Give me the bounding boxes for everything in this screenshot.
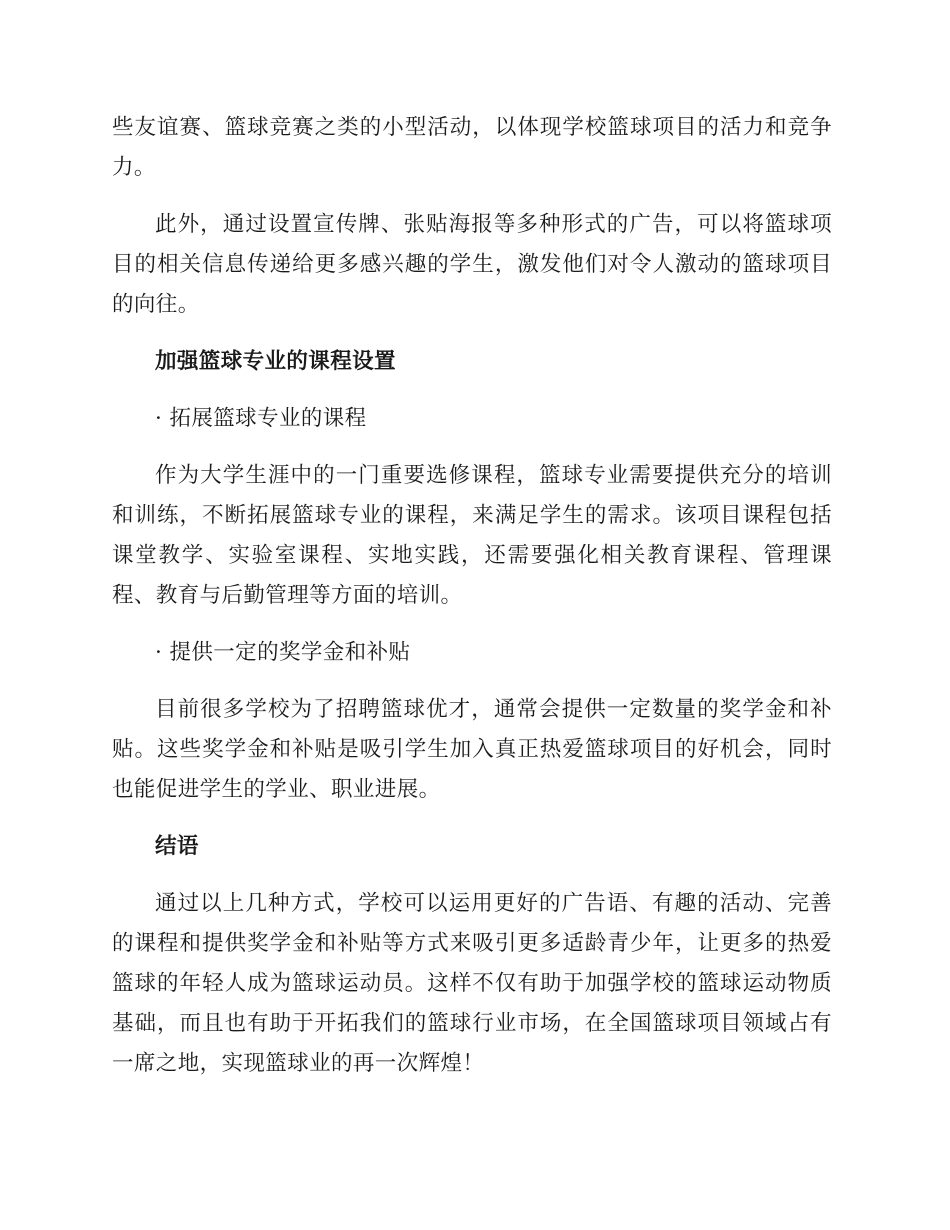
paragraph-continued: 些友谊赛、篮球竞赛之类的小型活动，以体现学校篮球项目的活力和竞争力。 bbox=[112, 115, 832, 180]
paragraph-scholarships: 目前很多学校为了招聘篮球优才，通常会提供一定数量的奖学金和补贴。这些奖学金和补贴是吸引学生加入真正热爱篮球项目的好机会，同时也能促进学生的学业、职业进展。 bbox=[112, 697, 832, 802]
paragraph-conclusion: 通过以上几种方式，学校可以运用更好的广告语、有趣的活动、完善的课程和提供奖学金和补贴等方式来吸引更多适龄青少年，让更多的热爱篮球的年轻人成为篮球运动员。这样不仅有助于加强学校的篮球运动物质基础，而且也有助于开拓我们的篮球行业市场，在全国篮球项目领域占有一席之地，实现篮球业的再一次辉煌！ bbox=[112, 891, 832, 1076]
paragraph-advertising: 此外，通过设置宣传牌、张贴海报等多种形式的广告，可以将篮球项目的相关信息传递给更多感兴趣的学生，激发他们对令人激动的篮球项目的向往。 bbox=[112, 212, 832, 317]
bullet-expand-courses: · 拓展篮球专业的课程 bbox=[155, 406, 367, 431]
section-heading-curriculum: 加强篮球专业的课程设置 bbox=[155, 349, 396, 374]
paragraph-courses: 作为大学生涯中的一门重要选修课程，篮球专业需要提供充分的培训和训练，不断拓展篮球专业的课程，来满足学生的需求。该项目课程包括课堂教学、实验室课程、实地实践，还需要强化相关教育课程、管理课程、教育与后勤管理等方面的培训。 bbox=[112, 463, 832, 608]
section-heading-conclusion: 结语 bbox=[155, 834, 199, 859]
bullet-scholarships: · 提供一定的奖学金和补贴 bbox=[155, 640, 411, 665]
document-page bbox=[112, 108, 832, 1101]
